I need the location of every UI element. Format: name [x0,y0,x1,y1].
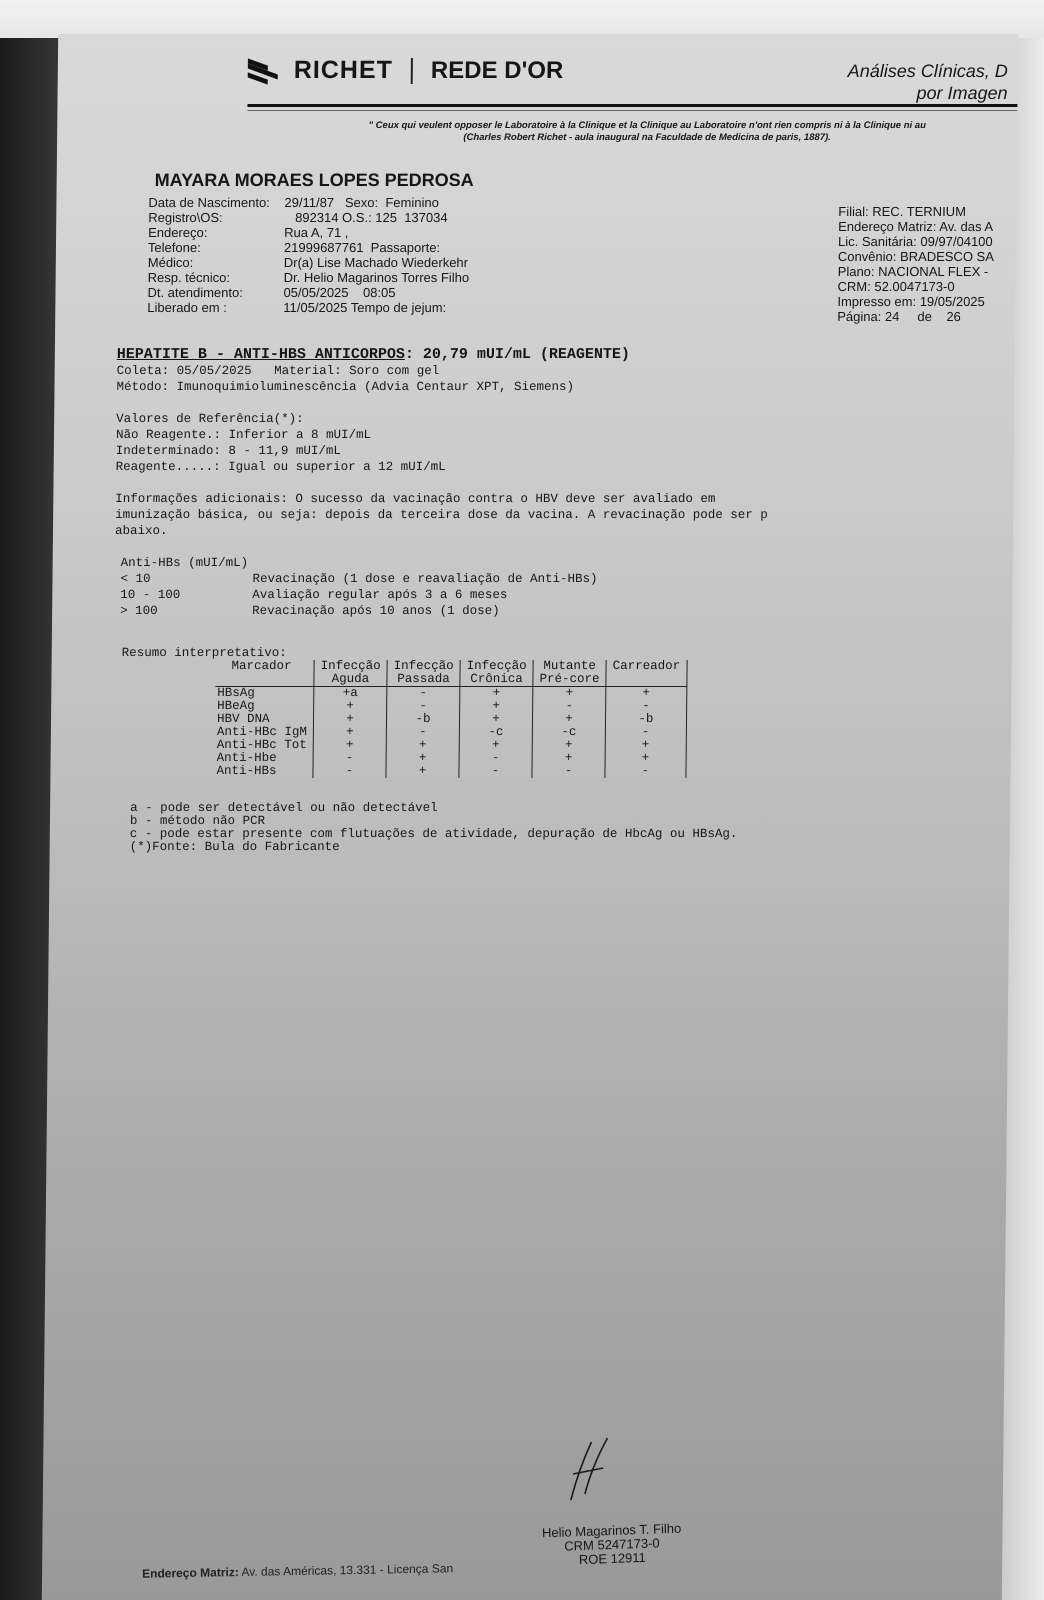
branch-info-line: Lic. Sanitária: 09/97/04100 [837,234,993,249]
quote-line-1: " Ceux qui veulent opposer le Laboratoire à la Clinique et la Clinique au Laboratoire n'ont rien compris ni à la Clinique ni au [368,120,926,131]
anti-hbs-row [120,603,1014,619]
table-cell-marker: Anti-HBs [214,765,313,778]
signature-icon [563,1434,624,1504]
table-header [215,673,314,687]
signature-roe: ROE 12911 [578,1549,646,1568]
table-cell: - [313,765,386,778]
branch-info-line: Impresso em: 19/05/2025 [837,294,985,309]
field-label: Registro\OS: [148,210,223,225]
brand-logo [248,56,564,85]
table-cell-marker: HBeAg [215,700,314,713]
table-cell: + [532,752,605,765]
table-cell-marker: HBV DNA [215,713,314,726]
header-divider-thin [247,110,1017,111]
footer-address: Av. das Américas, 13.331 - Licença San [238,1561,454,1580]
branch-info-line: CRM: 52.0047173-0 [837,279,955,294]
branch-info-line: Filial: REC. TERNIUM [838,204,967,219]
field-label: Liberado em : [147,300,227,315]
table-cell: - [386,726,459,739]
info-line: abaixo. [114,524,168,538]
table-row [215,700,686,713]
additional-info [115,491,1016,539]
signature-name: Helio Magarinos T. Filho [541,1520,682,1541]
anti-hbs-guide [120,555,1015,619]
table-header [606,673,687,687]
tagline-line-1: Análises Clínicas, D [847,61,1008,81]
table-cell: + [605,752,686,765]
branch-info-line: Endereço Matriz: Av. das A [838,219,994,234]
table-header: Carreador [606,660,687,673]
table-cell: +a [314,687,387,701]
table-cell: - [459,752,532,765]
table-cell: -c [532,726,605,739]
field-value: Dr. Helio Magarinos Torres Filho [283,270,470,285]
branch-info-line: Convênio: BRADESCO SA [837,249,995,264]
header-tagline [847,60,1008,104]
field-value: Dr(a) Lise Machado Wiederkehr [283,255,469,270]
field-label: Telefone: [147,240,201,255]
anti-hbs-range: < 10 [120,572,151,586]
table-cell: + [532,739,605,752]
patient-name: MAYARA MORAES LOPES PEDROSA [154,170,474,190]
richet-logo-icon [248,60,284,82]
table-cell-marker: Anti-HBc Tot [215,739,314,752]
reference-line: Não Reagente.: Inferior a 8 mUI/mL [115,428,372,442]
table-row [214,765,685,778]
anti-hbs-row [120,571,1014,587]
anti-hbs-text: Avaliação regular após 3 a 6 meses [252,588,508,602]
footer-label: Endereço Matriz: [142,1565,239,1581]
page-number: Página: 24 de 26 [837,309,961,324]
table-cell: + [460,687,533,701]
exam-title: HEPATITE B - ANTI-HBS ANTICORPOS [116,346,405,363]
exam-result: : 20,79 mUI/mL (REAGENTE) [404,346,631,363]
table-cell: + [605,739,686,752]
marker-table [214,660,687,778]
table-header: Crônica [460,673,533,687]
table-header-row [216,660,687,673]
anti-hbs-text: Revacinação após 10 anos (1 dose) [252,604,500,618]
table-cell: - [605,726,686,739]
exam-title-line [117,347,1017,363]
table-header: Pré-core [533,673,606,687]
lab-report-page [42,34,1018,1600]
exam-method: Método: Imunoquimioluminescência (Advia Centaur XPT, Siemens) [116,380,575,394]
brand-separator [411,58,413,84]
table-cell: - [532,765,605,778]
table-header-row [215,673,686,687]
patient-info [147,170,1018,324]
footnote: c - pode estar presente com flutuações de atividade, depuração de HbcAg ou HBsAg. [129,827,738,841]
report-footer [142,1561,453,1580]
table-cell: + [386,739,459,752]
exam-collection: Coleta: 05/05/2025 Material: Soro com gel [116,364,440,378]
table-cell: -b [386,713,459,726]
table-cell: + [313,726,386,739]
table-cell: + [459,713,532,726]
table-cell: - [606,700,687,713]
field-value: Rua A, 71 , [284,225,349,240]
table-cell: + [314,700,387,713]
table-cell: -b [606,713,687,726]
quote-line-2: (Charles Robert Richet - aula inaugural na Faculdade de Medicina de paris, 1887). [463,132,831,143]
reference-values [116,411,1017,475]
signature-crm: CRM 5247173-0 [564,1535,660,1554]
signature-block [542,1522,682,1569]
branch-info-line: Plano: NACIONAL FLEX - [837,264,989,279]
table-header: Marcador [216,660,315,673]
table-cell-marker: Anti-Hbe [215,752,314,765]
table-cell: + [386,765,459,778]
anti-hbs-text: Revacinação (1 dose e reavaliação de Anti-HBs) [252,572,598,586]
field-label: Médico: [147,255,194,270]
field-label: Data de Nascimento: [148,195,270,210]
table-cell: + [313,713,386,726]
tagline-line-2: por Imagen [916,83,1008,103]
table-cell: - [387,687,460,701]
report-header [57,34,1018,174]
interpretive-summary [120,646,687,778]
table-cell: + [460,700,533,713]
field-value: 29/11/87 Sexo: Feminino [284,195,439,210]
reference-title: Valores de Referência(*): [116,412,304,426]
table-row [215,752,686,765]
table-cell: - [313,752,386,765]
table-cell: - [387,700,460,713]
reference-line: Reagente.....: Igual ou superior a 12 mUI/mL [115,460,446,474]
summary-footnotes [130,802,738,854]
table-cell: + [459,739,532,752]
table-header: Passada [387,673,460,687]
field-value: 21999687761 Passaporte: [283,240,441,255]
table-header: Infecção [460,660,533,673]
anti-hbs-range: > 100 [120,604,158,618]
table-cell: -c [459,726,532,739]
brand-rede-dor: REDE D'OR [430,56,564,84]
table-header: Infecção [387,660,460,673]
footnote: (*)Fonte: Bula do Fabricante [129,840,340,854]
branch-info [837,204,994,324]
footnote: b - método não PCR [129,814,266,828]
photo-background-top [0,0,1044,38]
anti-hbs-title: Anti-HBs (mUI/mL) [120,556,249,570]
field-value: 11/05/2025 Tempo de jejum: [283,300,447,315]
header-divider [247,104,1017,107]
table-header: Infecção [314,660,387,673]
field-label: Dt. atendimento: [147,285,243,300]
table-header: Mutante [533,660,606,673]
info-line: Informações adicionais: O sucesso da vacinação contra o HBV deve ser avaliado em [115,492,716,506]
table-cell-marker: HBsAg [215,687,314,701]
table-header: Aguda [314,673,387,687]
footnote: a - pode ser detectável ou não detectável [130,801,438,815]
field-value: 892314 O.S.: 125 137034 [284,210,448,225]
signature-scribble [563,1434,624,1509]
reference-line: Indeterminado: 8 - 11,9 mUI/mL [115,444,341,458]
table-cell: + [606,687,687,701]
field-label: Resp. técnico: [147,270,231,285]
brand-richet: RICHET [293,56,394,84]
table-cell: + [533,687,606,701]
info-line: imunização básica, ou seja: depois da terceira dose da vacina. A revacinação pode ser p [115,508,768,522]
table-row [215,687,686,701]
anti-hbs-row [120,587,1014,603]
field-value: 05/05/2025 08:05 [283,285,396,300]
field-label: Endereço: [148,225,208,240]
table-cell: + [533,713,606,726]
header-quote [267,120,1018,144]
table-cell: + [386,752,459,765]
table-cell: + [313,739,386,752]
table-cell: - [605,765,686,778]
exam-section [114,347,1017,619]
anti-hbs-range: 10 - 100 [120,588,181,602]
table-cell: - [533,700,606,713]
summary-title: Resumo interpretativo: [121,646,287,660]
table-cell: - [459,765,532,778]
table-row [215,739,686,752]
table-cell-marker: Anti-HBc IgM [215,726,314,739]
